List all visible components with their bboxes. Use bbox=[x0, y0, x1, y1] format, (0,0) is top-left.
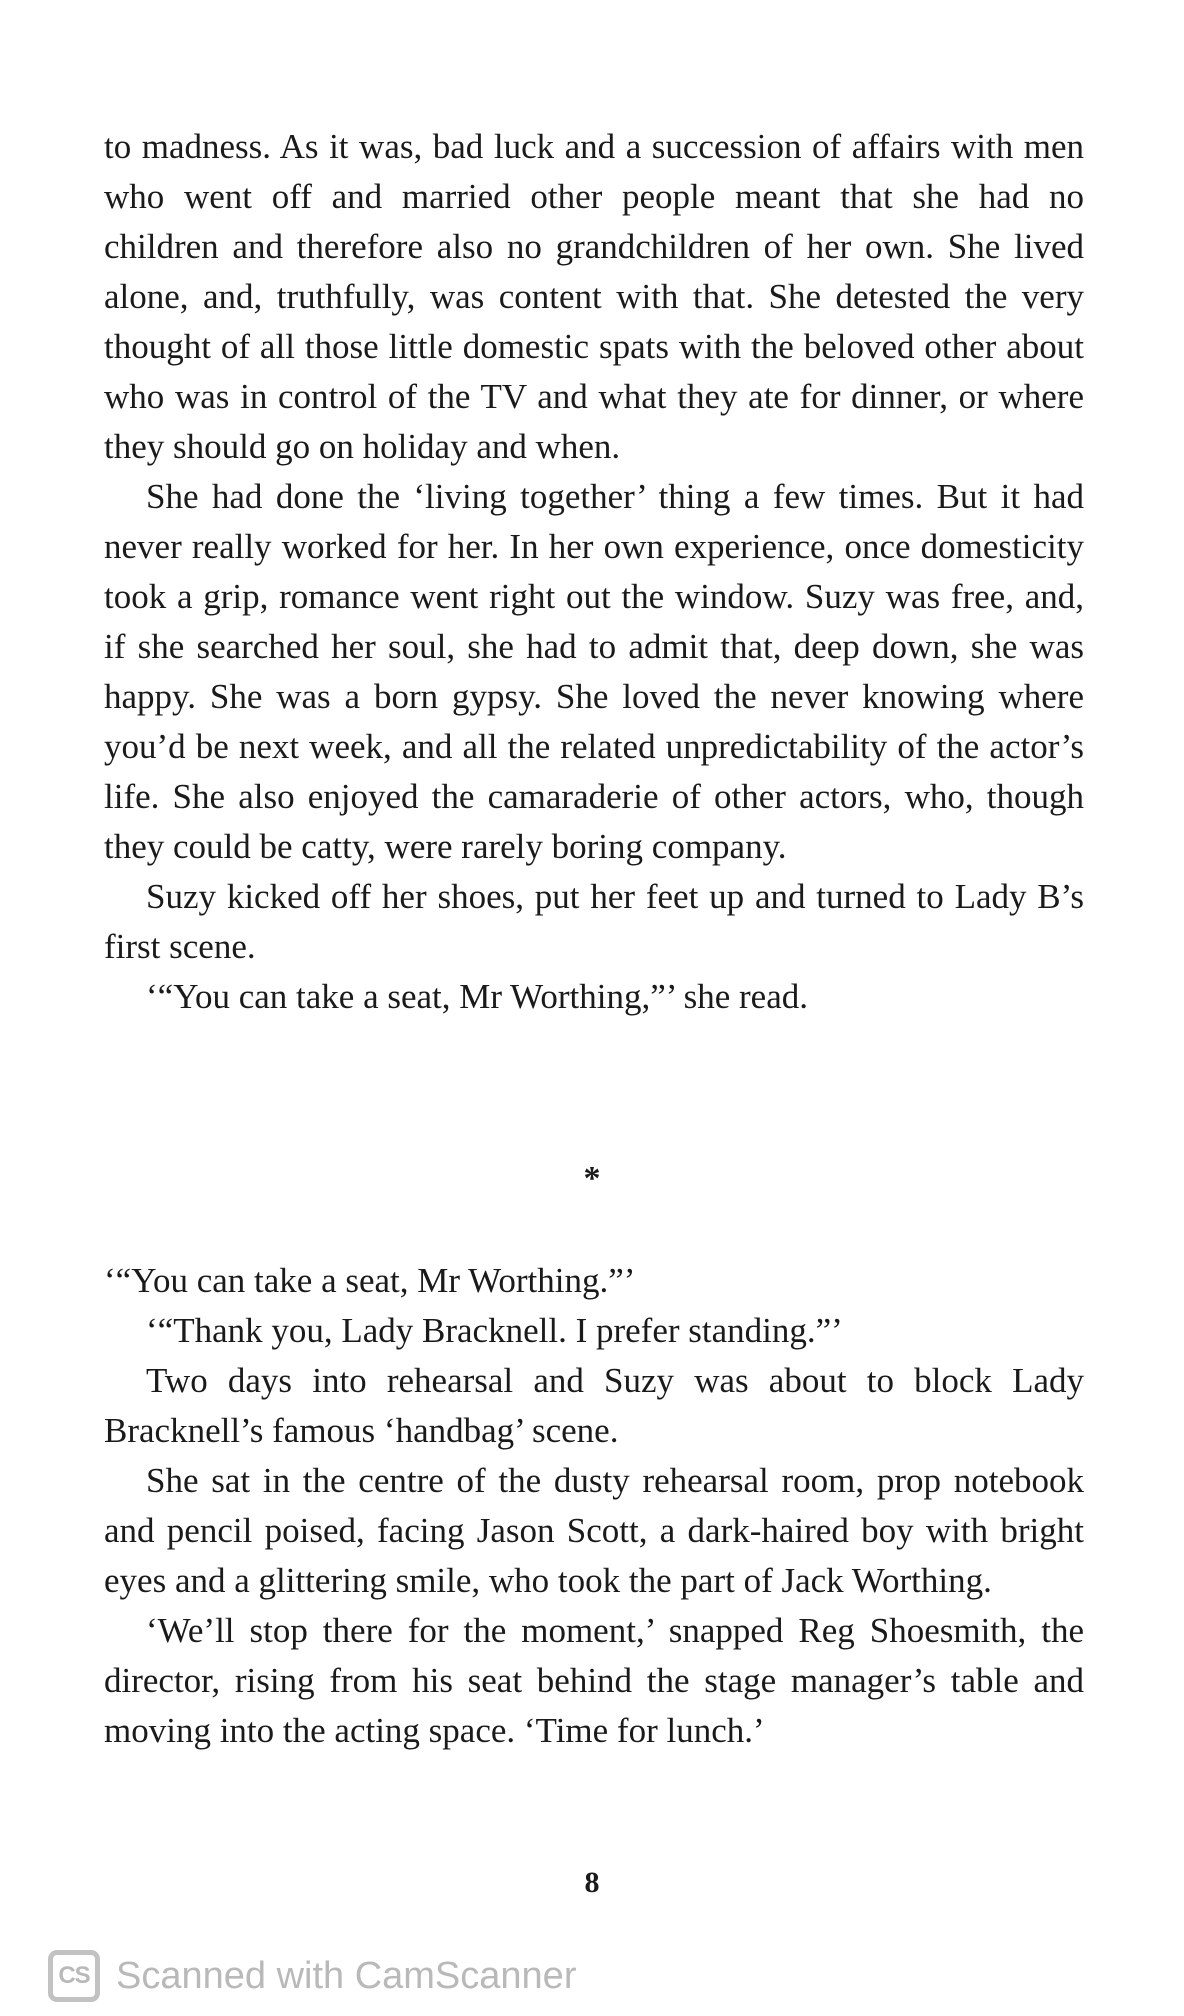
paragraph: She had done the ‘living together’ thing a few times. But it had never really worked for her. In her own experience, once domesticity took a grip, romance went right out the window. Suzy was free, and, if she searched her soul, she had to admit that, deep down, she was happy. She was a born gypsy. She loved the never knowing where you’d be next week, and all the related unpredictability of the actor’s life. She also enjoyed the camaraderie of other actors, who, though they could be catty, were rarely boring company. bbox=[104, 477, 1084, 866]
text-block-bottom bbox=[104, 1256, 1084, 1756]
text-block-top bbox=[104, 122, 1084, 1022]
paragraph: ‘We’ll stop there for the moment,’ snapped Reg Shoesmith, the director, rising from his seat behind the stage manager’s table and moving into the acting space. ‘Time for lunch.’ bbox=[104, 1611, 1084, 1750]
camscanner-logo-icon: CS bbox=[48, 1950, 100, 2002]
paragraph: ‘“You can take a seat, Mr Worthing.”’ bbox=[104, 1261, 636, 1300]
scene-break: * bbox=[583, 1160, 601, 1197]
paragraph: She sat in the centre of the dusty rehearsal room, prop notebook and pencil poised, facing Jason Scott, a dark-haired boy with bright eyes and a glittering smile, who took the part of Jack Worthing. bbox=[104, 1461, 1084, 1600]
paragraph: ‘“You can take a seat, Mr Worthing,”’ she read. bbox=[146, 977, 808, 1016]
scanner-watermark bbox=[48, 1950, 576, 2002]
paragraph: Two days into rehearsal and Suzy was about to block Lady Bracknell’s famous ‘handbag’ scene. bbox=[104, 1361, 1084, 1450]
paragraph: Suzy kicked off her shoes, put her feet up and turned to Lady B’s first scene. bbox=[104, 877, 1084, 966]
page-number: 8 bbox=[584, 1866, 600, 1899]
scanner-watermark-text: Scanned with CamScanner bbox=[116, 1954, 577, 1997]
paragraph: ‘“Thank you, Lady Bracknell. I prefer standing.”’ bbox=[146, 1311, 843, 1350]
paragraph: to madness. As it was, bad luck and a succession of affairs with men who went off and married other people meant that she had no children and therefore also no grandchildren of her own. She lived alone, and, truthfully, was content with that. She detested the very thought of all those little domestic spats with the beloved other about who was in control of the TV and what they ate for dinner, or where they should go on holiday and when. bbox=[104, 127, 1084, 466]
